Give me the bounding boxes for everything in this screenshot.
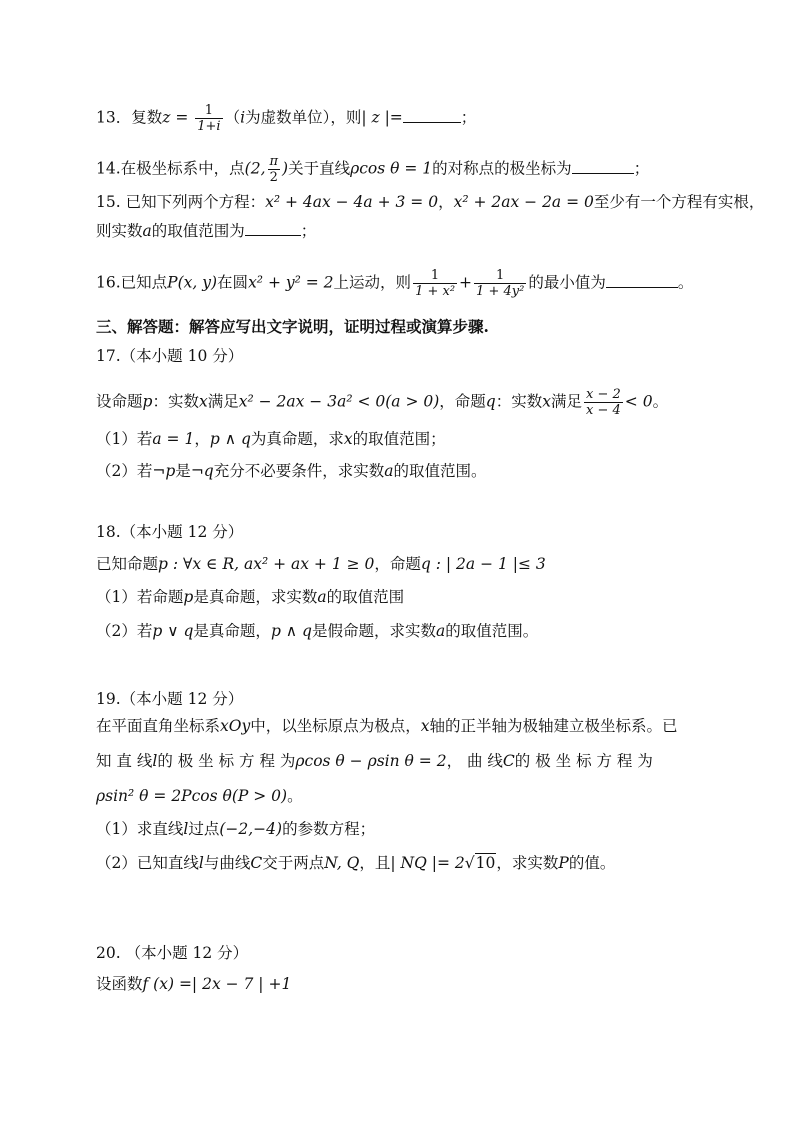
text: 上运动，则 bbox=[333, 273, 412, 292]
formula: a bbox=[384, 462, 394, 480]
answer-blank bbox=[606, 273, 678, 288]
question-16 bbox=[96, 268, 693, 299]
formula: N, Q bbox=[324, 854, 360, 872]
text: 是真命题， bbox=[193, 622, 271, 640]
text: 设命题 bbox=[96, 392, 143, 411]
answer-blank bbox=[572, 159, 634, 174]
text: 知 直 线 bbox=[96, 752, 153, 770]
question-15-line-1 bbox=[96, 191, 764, 213]
text: 满足 bbox=[207, 392, 239, 411]
formula: P(x, y) bbox=[167, 273, 218, 292]
section-heading: 三、解答题：解答应写出文字说明，证明过程或演算步骤. bbox=[96, 317, 489, 336]
text: 是真命题，求实数 bbox=[193, 588, 318, 606]
formula: z = bbox=[162, 108, 194, 127]
fraction bbox=[268, 154, 281, 185]
text: 充分不必要条件，求实数 bbox=[213, 462, 385, 480]
text: ； bbox=[300, 222, 317, 240]
text: ； bbox=[460, 108, 477, 127]
formula: p ∧ q bbox=[270, 622, 312, 640]
answer-blank bbox=[403, 108, 461, 123]
fraction bbox=[195, 103, 222, 134]
text: （ bbox=[224, 108, 241, 127]
text: 已知命题 bbox=[96, 555, 159, 573]
question-18-part-1 bbox=[96, 586, 404, 608]
formula: 10 bbox=[475, 854, 496, 872]
question-20-heading: 20. （本小题 12 分） bbox=[96, 944, 249, 962]
text: 设函数 bbox=[96, 975, 143, 993]
formula: x bbox=[420, 717, 430, 735]
formula: + bbox=[459, 273, 473, 292]
text: （2）若 bbox=[96, 462, 153, 480]
text: 在平面直角坐标系 bbox=[96, 717, 221, 735]
formula: p bbox=[142, 392, 153, 411]
fraction bbox=[584, 387, 623, 418]
text: 的取值范围。 bbox=[445, 622, 539, 640]
formula: P bbox=[558, 854, 569, 872]
question-19-heading: 19.（本小题 12 分） bbox=[96, 690, 244, 708]
text: 的取值范围。 bbox=[393, 462, 487, 480]
formula: ρcos θ = 1 bbox=[350, 159, 433, 178]
formula: < 0 bbox=[624, 392, 653, 411]
question-17-part-2 bbox=[96, 460, 487, 482]
formula: ¬p bbox=[152, 462, 176, 480]
question-19-stem-line-3 bbox=[96, 785, 303, 807]
formula: p bbox=[183, 588, 194, 606]
formula: p ∧ q bbox=[209, 430, 251, 448]
text: ； bbox=[633, 159, 650, 178]
formula: ρcos θ − ρsin θ = 2 bbox=[295, 752, 447, 770]
text: 是假命题，求实数 bbox=[311, 622, 436, 640]
formula: ¬q bbox=[190, 462, 214, 480]
text: 则实数 bbox=[96, 222, 143, 240]
text: 与曲线 bbox=[203, 854, 251, 872]
formula: ) bbox=[282, 159, 289, 178]
answer-blank bbox=[245, 221, 301, 236]
question-13 bbox=[96, 103, 476, 134]
formula: (−2,−4) bbox=[219, 820, 283, 838]
text: 。 bbox=[287, 787, 303, 805]
formula: (2, bbox=[244, 159, 266, 178]
text: （2）若 bbox=[96, 622, 153, 640]
text: ， bbox=[438, 193, 454, 211]
question-number: 13． bbox=[96, 108, 132, 127]
formula: xOy bbox=[220, 717, 251, 735]
question-15-line-2 bbox=[96, 220, 316, 242]
formula: i bbox=[240, 108, 246, 127]
text: ，且 bbox=[359, 854, 391, 872]
text: 轴的正半轴为极轴建立极坐标系。已 bbox=[429, 717, 678, 735]
text: 中，以坐标原点为极点， bbox=[250, 717, 421, 735]
question-18-part-2 bbox=[96, 620, 538, 642]
question-17-heading: 17.（本小题 10 分） bbox=[96, 347, 244, 365]
text: 14.在极坐标系中，点 bbox=[96, 159, 245, 178]
text: 复数 bbox=[131, 108, 163, 127]
text: 。 bbox=[677, 273, 694, 292]
text: 的 极 坐 标 方 程 为 bbox=[514, 752, 653, 770]
text: 的最小值为 bbox=[528, 273, 606, 292]
text: 的值。 bbox=[568, 854, 616, 872]
question-20-stem bbox=[96, 973, 291, 995]
text: 的取值范围 bbox=[326, 588, 405, 606]
formula: x² + 2ax − 2a = 0 bbox=[453, 193, 594, 211]
formula: x² + 4ax − 4a + 3 = 0 bbox=[265, 193, 439, 211]
formula: C bbox=[250, 854, 263, 872]
text: 满足 bbox=[551, 392, 583, 411]
fraction-denominator: 1+i bbox=[197, 119, 221, 134]
fraction-numerator: 1 bbox=[204, 103, 214, 118]
question-19-stem-line-1 bbox=[96, 715, 678, 737]
text: 的对称点的极坐标为 bbox=[432, 159, 572, 178]
text: ， 曲 线 bbox=[446, 752, 503, 770]
formula: q bbox=[485, 392, 496, 411]
text: （1）若命题 bbox=[96, 588, 184, 606]
formula: p ∨ q bbox=[152, 622, 194, 640]
question-18-stem bbox=[96, 553, 546, 575]
text: （1）求直线 bbox=[96, 820, 184, 838]
formula: p : ∀x ∈ R, ax² + ax + 1 ≥ 0 bbox=[158, 555, 375, 573]
text: 16.已知点 bbox=[96, 273, 168, 292]
text: 至少有一个方程有实根， bbox=[593, 193, 765, 211]
formula: x² + y² = 2 bbox=[248, 273, 334, 292]
text: 为虚数单位），则 bbox=[245, 108, 362, 127]
formula: l bbox=[152, 752, 158, 770]
formula: x bbox=[198, 392, 208, 411]
formula: | z |= bbox=[361, 108, 403, 127]
question-19-stem-line-2 bbox=[96, 750, 653, 772]
question-14 bbox=[96, 154, 649, 185]
fraction-denominator: 1 + x² bbox=[415, 284, 456, 299]
text: （1）若 bbox=[96, 430, 153, 448]
text: 的取值范围； bbox=[352, 430, 446, 448]
fraction-denominator: 1 + 4y² bbox=[476, 284, 525, 299]
text: 15. 已知下列两个方程： bbox=[96, 193, 266, 211]
fraction-numerator: π bbox=[269, 154, 279, 169]
formula: a bbox=[142, 222, 152, 240]
question-19-part-2 bbox=[96, 852, 615, 874]
text: ：实数 bbox=[152, 392, 199, 411]
formula: q : | 2a − 1 |≤ 3 bbox=[420, 555, 546, 573]
formula: l bbox=[198, 854, 204, 872]
text: ：实数 bbox=[495, 392, 543, 411]
fraction bbox=[474, 268, 526, 299]
question-18-heading: 18.（本小题 12 分） bbox=[96, 523, 244, 541]
text: ，命题 bbox=[374, 555, 421, 573]
question-17-part-1 bbox=[96, 428, 446, 450]
text: 在圆 bbox=[217, 273, 249, 292]
text: 为真命题，求 bbox=[250, 430, 344, 448]
formula: a bbox=[317, 588, 327, 606]
text: 关于直线 bbox=[288, 159, 351, 178]
text: ， bbox=[194, 430, 210, 448]
formula: x bbox=[343, 430, 353, 448]
text: 的取值范围为 bbox=[151, 222, 245, 240]
formula: a = 1 bbox=[152, 430, 195, 448]
question-17-stem bbox=[96, 387, 668, 418]
fraction bbox=[413, 268, 457, 299]
formula: x² − 2ax − 3a² < 0(a > 0) bbox=[238, 392, 440, 411]
text: 的参数方程； bbox=[282, 820, 376, 838]
text: （2）已知直线 bbox=[96, 854, 199, 872]
text: ，求实数 bbox=[496, 854, 559, 872]
formula: f (x) =| 2x − 7 | +1 bbox=[142, 975, 292, 993]
fraction-denominator: 2 bbox=[268, 169, 281, 185]
fraction-numerator: x − 2 bbox=[586, 387, 621, 402]
sqrt-sign: √ bbox=[464, 854, 475, 872]
formula: l bbox=[183, 820, 189, 838]
text: 过点 bbox=[188, 820, 220, 838]
formula: ρsin² θ = 2Pcos θ(P > 0) bbox=[96, 787, 288, 805]
fraction-denominator: x − 4 bbox=[586, 403, 621, 418]
text: 交于两点 bbox=[262, 854, 325, 872]
question-19-part-1 bbox=[96, 818, 375, 840]
formula: x bbox=[542, 392, 551, 411]
formula: C bbox=[502, 752, 515, 770]
formula: a bbox=[436, 622, 446, 640]
formula: | NQ |= 2 bbox=[390, 854, 465, 872]
text: 是 bbox=[175, 462, 191, 480]
fraction-numerator: 1 bbox=[430, 268, 440, 283]
fraction-numerator: 1 bbox=[496, 268, 505, 283]
text: ，命题 bbox=[439, 392, 486, 411]
text: 的 极 坐 标 方 程 为 bbox=[157, 752, 296, 770]
text: 。 bbox=[652, 392, 669, 411]
